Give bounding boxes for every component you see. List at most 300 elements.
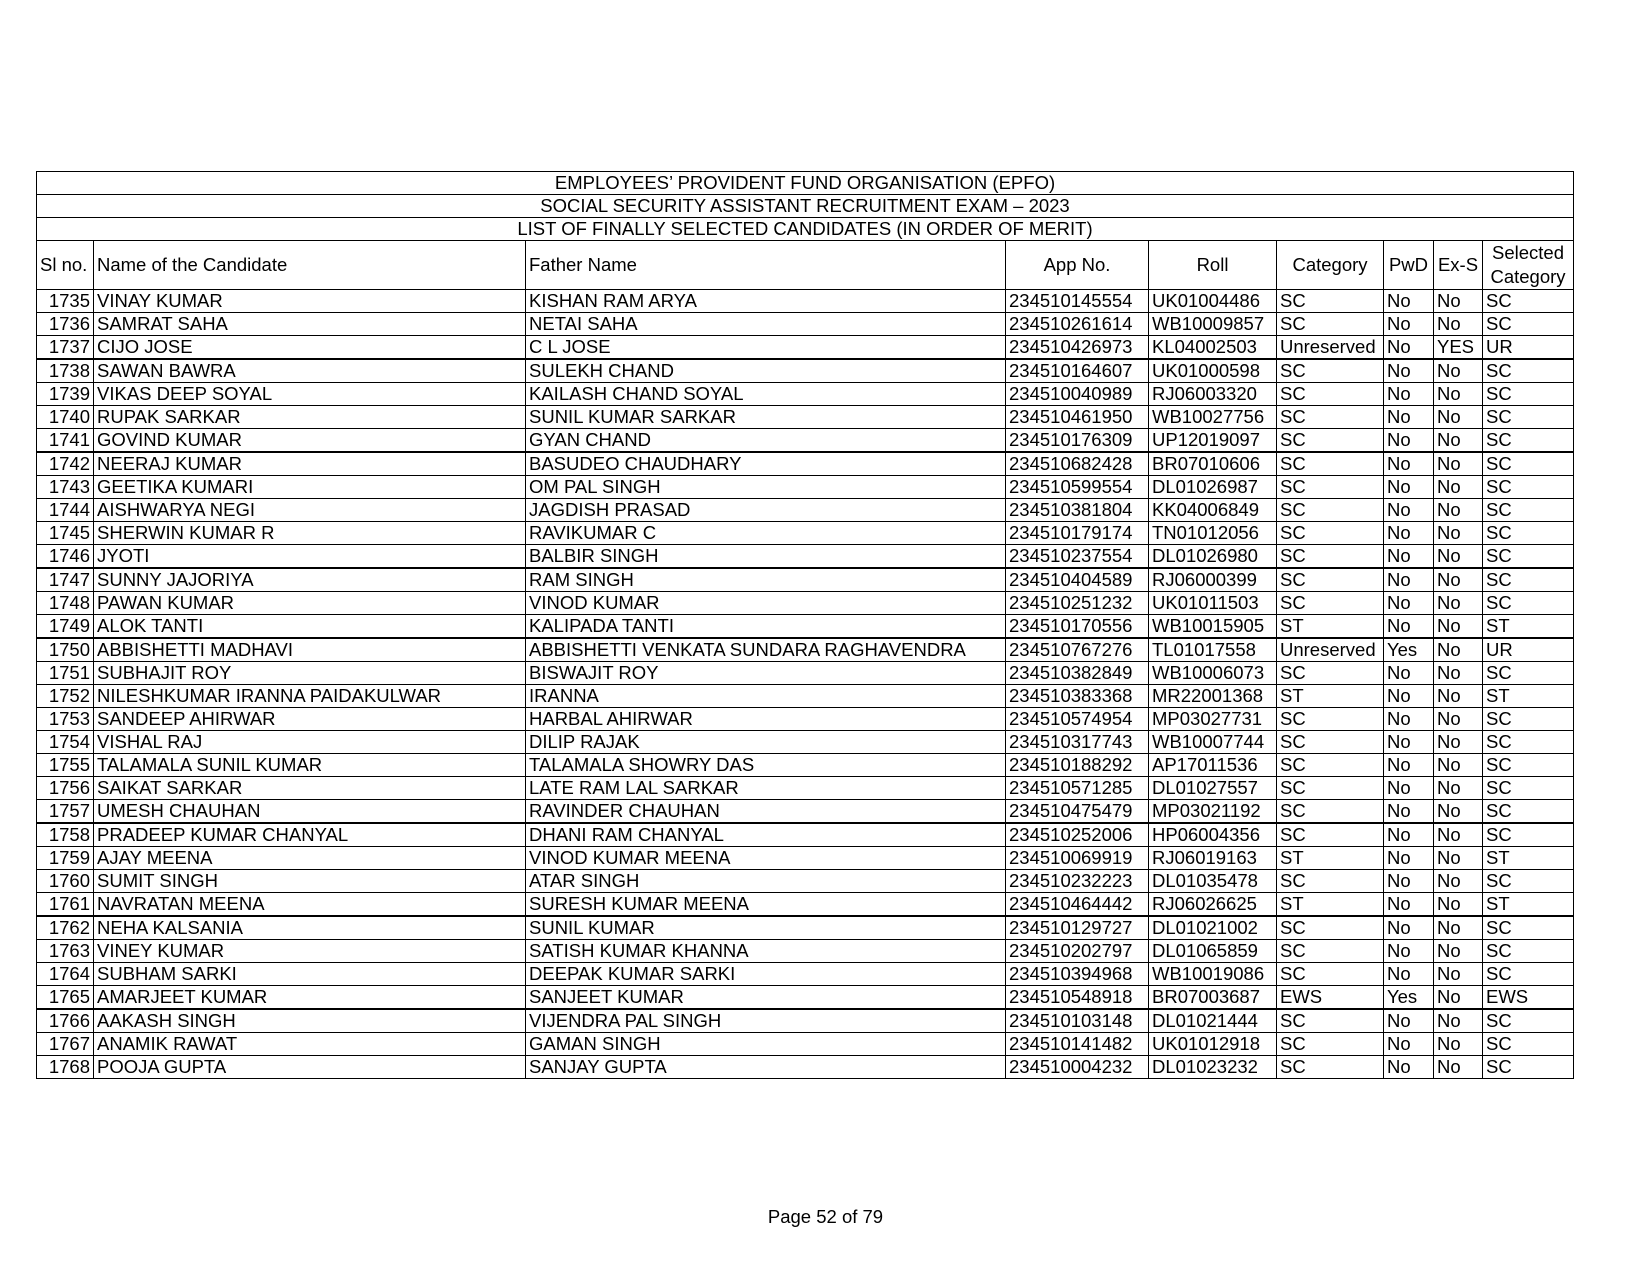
cell-selected-category: ST xyxy=(1483,893,1574,917)
cell-selected-category: ST xyxy=(1483,615,1574,639)
cell-pwd: No xyxy=(1384,522,1434,545)
cell-roll: WB10019086 xyxy=(1149,963,1277,986)
cell-candidate-name: PRADEEP KUMAR CHANYAL xyxy=(94,823,526,847)
cell-roll: DL01021444 xyxy=(1149,1009,1277,1033)
cell-category: SC xyxy=(1277,359,1384,383)
cell-father-name: KALIPADA TANTI xyxy=(526,615,1006,639)
cell-father-name: KAILASH CHAND SOYAL xyxy=(526,383,1006,406)
cell-selected-category: SC xyxy=(1483,1056,1574,1079)
cell-father-name: RAVINDER CHAUHAN xyxy=(526,800,1006,824)
cell-candidate-name: CIJO JOSE xyxy=(94,336,526,360)
cell-app-no: 234510394968 xyxy=(1006,963,1149,986)
cell-sl-no: 1741 xyxy=(37,429,94,453)
cell-father-name: KISHAN RAM ARYA xyxy=(526,290,1006,313)
cell-category: ST xyxy=(1277,847,1384,870)
cell-category: SC xyxy=(1277,662,1384,685)
cell-selected-category: SC xyxy=(1483,406,1574,429)
cell-roll: RJ06019163 xyxy=(1149,847,1277,870)
cell-pwd: No xyxy=(1384,615,1434,639)
cell-app-no: 234510317743 xyxy=(1006,731,1149,754)
column-header-app-no: App No. xyxy=(1006,241,1149,290)
cell-ex-s: No xyxy=(1434,313,1483,336)
cell-father-name: ATAR SINGH xyxy=(526,870,1006,893)
cell-sl-no: 1763 xyxy=(37,940,94,963)
column-header-category: Category xyxy=(1277,241,1384,290)
cell-roll: DL01026980 xyxy=(1149,545,1277,569)
title-exam: SOCIAL SECURITY ASSISTANT RECRUITMENT EXAM – 2023 xyxy=(37,195,1574,218)
cell-candidate-name: PAWAN KUMAR xyxy=(94,592,526,615)
cell-father-name: RAVIKUMAR C xyxy=(526,522,1006,545)
cell-pwd: No xyxy=(1384,893,1434,917)
cell-sl-no: 1752 xyxy=(37,685,94,708)
cell-app-no: 234510381804 xyxy=(1006,499,1149,522)
cell-selected-category: SC xyxy=(1483,429,1574,453)
cell-sl-no: 1736 xyxy=(37,313,94,336)
cell-roll: HP06004356 xyxy=(1149,823,1277,847)
cell-sl-no: 1759 xyxy=(37,847,94,870)
cell-category: ST xyxy=(1277,685,1384,708)
cell-candidate-name: NAVRATAN MEENA xyxy=(94,893,526,917)
cell-candidate-name: SUBHAJIT ROY xyxy=(94,662,526,685)
cell-roll: UK01011503 xyxy=(1149,592,1277,615)
cell-pwd: No xyxy=(1384,685,1434,708)
cell-ex-s: No xyxy=(1434,545,1483,569)
cell-candidate-name: POOJA GUPTA xyxy=(94,1056,526,1079)
cell-pwd: No xyxy=(1384,754,1434,777)
cell-father-name: C L JOSE xyxy=(526,336,1006,360)
cell-father-name: VINOD KUMAR xyxy=(526,592,1006,615)
cell-roll: DL01035478 xyxy=(1149,870,1277,893)
cell-candidate-name: NEERAJ KUMAR xyxy=(94,452,526,476)
cell-sl-no: 1762 xyxy=(37,916,94,940)
cell-app-no: 234510179174 xyxy=(1006,522,1149,545)
cell-app-no: 234510129727 xyxy=(1006,916,1149,940)
cell-roll: DL01027557 xyxy=(1149,777,1277,800)
cell-father-name: SATISH KUMAR KHANNA xyxy=(526,940,1006,963)
cell-father-name: VIJENDRA PAL SINGH xyxy=(526,1009,1006,1033)
table-row xyxy=(37,754,1574,777)
table-row xyxy=(37,615,1574,639)
cell-pwd: No xyxy=(1384,777,1434,800)
cell-app-no: 234510170556 xyxy=(1006,615,1149,639)
cell-roll: UK01004486 xyxy=(1149,290,1277,313)
cell-candidate-name: NEHA KALSANIA xyxy=(94,916,526,940)
cell-category: SC xyxy=(1277,1033,1384,1056)
cell-ex-s: No xyxy=(1434,870,1483,893)
table-row xyxy=(37,1056,1574,1079)
cell-father-name: IRANNA xyxy=(526,685,1006,708)
cell-ex-s: No xyxy=(1434,476,1483,499)
cell-father-name: GAMAN SINGH xyxy=(526,1033,1006,1056)
cell-pwd: No xyxy=(1384,290,1434,313)
cell-roll: UP12019097 xyxy=(1149,429,1277,453)
table-row xyxy=(37,731,1574,754)
cell-category: SC xyxy=(1277,1056,1384,1079)
cell-pwd: No xyxy=(1384,847,1434,870)
table-row xyxy=(37,313,1574,336)
cell-father-name: SUNIL KUMAR SARKAR xyxy=(526,406,1006,429)
cell-sl-no: 1765 xyxy=(37,986,94,1010)
cell-pwd: Yes xyxy=(1384,986,1434,1010)
cell-roll: AP17011536 xyxy=(1149,754,1277,777)
cell-app-no: 234510176309 xyxy=(1006,429,1149,453)
cell-candidate-name: ABBISHETTI MADHAVI xyxy=(94,638,526,662)
cell-selected-category: ST xyxy=(1483,847,1574,870)
cell-app-no: 234510574954 xyxy=(1006,708,1149,731)
cell-ex-s: No xyxy=(1434,522,1483,545)
cell-sl-no: 1764 xyxy=(37,963,94,986)
cell-pwd: No xyxy=(1384,1009,1434,1033)
cell-ex-s: No xyxy=(1434,592,1483,615)
cell-ex-s: No xyxy=(1434,1033,1483,1056)
cell-roll: MP03027731 xyxy=(1149,708,1277,731)
cell-selected-category: SC xyxy=(1483,777,1574,800)
cell-selected-category: UR xyxy=(1483,638,1574,662)
cell-app-no: 234510069919 xyxy=(1006,847,1149,870)
table-row xyxy=(37,685,1574,708)
cell-selected-category: SC xyxy=(1483,662,1574,685)
column-header-row xyxy=(37,241,1574,290)
cell-app-no: 234510188292 xyxy=(1006,754,1149,777)
cell-selected-category: SC xyxy=(1483,592,1574,615)
cell-category: SC xyxy=(1277,429,1384,453)
table-row xyxy=(37,290,1574,313)
title-list: LIST OF FINALLY SELECTED CANDIDATES (IN ORDER OF MERIT) xyxy=(37,218,1574,241)
table-row xyxy=(37,800,1574,824)
cell-pwd: No xyxy=(1384,545,1434,569)
cell-app-no: 234510004232 xyxy=(1006,1056,1149,1079)
cell-category: EWS xyxy=(1277,986,1384,1010)
cell-sl-no: 1737 xyxy=(37,336,94,360)
cell-selected-category: SC xyxy=(1483,545,1574,569)
cell-app-no: 234510767276 xyxy=(1006,638,1149,662)
cell-selected-category: SC xyxy=(1483,313,1574,336)
cell-sl-no: 1747 xyxy=(37,568,94,592)
cell-roll: DL01065859 xyxy=(1149,940,1277,963)
table-row xyxy=(37,963,1574,986)
cell-ex-s: No xyxy=(1434,800,1483,824)
cell-ex-s: No xyxy=(1434,847,1483,870)
cell-sl-no: 1767 xyxy=(37,1033,94,1056)
cell-selected-category: SC xyxy=(1483,359,1574,383)
cell-pwd: No xyxy=(1384,336,1434,360)
cell-selected-category: SC xyxy=(1483,870,1574,893)
cell-father-name: SUNIL KUMAR xyxy=(526,916,1006,940)
cell-father-name: ABBISHETTI VENKATA SUNDARA RAGHAVENDRA xyxy=(526,638,1006,662)
cell-father-name: TALAMALA SHOWRY DAS xyxy=(526,754,1006,777)
cell-pwd: No xyxy=(1384,383,1434,406)
cell-roll: RJ06000399 xyxy=(1149,568,1277,592)
cell-ex-s: No xyxy=(1434,754,1483,777)
cell-app-no: 234510145554 xyxy=(1006,290,1149,313)
cell-pwd: No xyxy=(1384,823,1434,847)
table-row xyxy=(37,708,1574,731)
cell-ex-s: No xyxy=(1434,916,1483,940)
cell-roll: WB10015905 xyxy=(1149,615,1277,639)
cell-pwd: No xyxy=(1384,429,1434,453)
cell-candidate-name: SAMRAT SAHA xyxy=(94,313,526,336)
cell-category: SC xyxy=(1277,568,1384,592)
table-row xyxy=(37,1033,1574,1056)
cell-candidate-name: ANAMIK RAWAT xyxy=(94,1033,526,1056)
cell-father-name: OM PAL SINGH xyxy=(526,476,1006,499)
cell-father-name: DEEPAK KUMAR SARKI xyxy=(526,963,1006,986)
cell-father-name: RAM SINGH xyxy=(526,568,1006,592)
table-row xyxy=(37,1009,1574,1033)
cell-pwd: No xyxy=(1384,963,1434,986)
cell-ex-s: No xyxy=(1434,708,1483,731)
cell-sl-no: 1768 xyxy=(37,1056,94,1079)
cell-father-name: HARBAL AHIRWAR xyxy=(526,708,1006,731)
cell-selected-category: SC xyxy=(1483,963,1574,986)
document-page xyxy=(36,171,1573,1079)
cell-category: SC xyxy=(1277,916,1384,940)
cell-pwd: No xyxy=(1384,1033,1434,1056)
cell-pwd: No xyxy=(1384,731,1434,754)
cell-app-no: 234510682428 xyxy=(1006,452,1149,476)
cell-sl-no: 1757 xyxy=(37,800,94,824)
cell-sl-no: 1751 xyxy=(37,662,94,685)
cell-category: SC xyxy=(1277,823,1384,847)
cell-category: SC xyxy=(1277,545,1384,569)
title-row-organisation xyxy=(37,172,1574,195)
cell-father-name: SURESH KUMAR MEENA xyxy=(526,893,1006,917)
cell-father-name: LATE RAM LAL SARKAR xyxy=(526,777,1006,800)
cell-ex-s: No xyxy=(1434,383,1483,406)
cell-pwd: No xyxy=(1384,406,1434,429)
cell-category: SC xyxy=(1277,1009,1384,1033)
cell-selected-category: SC xyxy=(1483,522,1574,545)
cell-pwd: No xyxy=(1384,708,1434,731)
cell-father-name: VINOD KUMAR MEENA xyxy=(526,847,1006,870)
cell-sl-no: 1735 xyxy=(37,290,94,313)
cell-pwd: No xyxy=(1384,800,1434,824)
cell-ex-s: No xyxy=(1434,1056,1483,1079)
cell-ex-s: No xyxy=(1434,638,1483,662)
cell-roll: MP03021192 xyxy=(1149,800,1277,824)
table-row xyxy=(37,940,1574,963)
cell-app-no: 234510461950 xyxy=(1006,406,1149,429)
table-row xyxy=(37,638,1574,662)
cell-roll: UK01012918 xyxy=(1149,1033,1277,1056)
column-header-ex-s: Ex-S xyxy=(1434,241,1483,290)
cell-app-no: 234510237554 xyxy=(1006,545,1149,569)
cell-ex-s: No xyxy=(1434,406,1483,429)
cell-sl-no: 1740 xyxy=(37,406,94,429)
cell-category: SC xyxy=(1277,522,1384,545)
cell-candidate-name: SUNNY JAJORIYA xyxy=(94,568,526,592)
table-row xyxy=(37,476,1574,499)
cell-category: SC xyxy=(1277,406,1384,429)
cell-app-no: 234510382849 xyxy=(1006,662,1149,685)
cell-candidate-name: SUMIT SINGH xyxy=(94,870,526,893)
cell-category: SC xyxy=(1277,452,1384,476)
cell-father-name: GYAN CHAND xyxy=(526,429,1006,453)
cell-category: SC xyxy=(1277,708,1384,731)
table-row xyxy=(37,499,1574,522)
table-row xyxy=(37,870,1574,893)
cell-app-no: 234510103148 xyxy=(1006,1009,1149,1033)
cell-sl-no: 1761 xyxy=(37,893,94,917)
cell-pwd: No xyxy=(1384,476,1434,499)
cell-selected-category: SC xyxy=(1483,476,1574,499)
cell-app-no: 234510464442 xyxy=(1006,893,1149,917)
cell-father-name: SANJEET KUMAR xyxy=(526,986,1006,1010)
table-row xyxy=(37,823,1574,847)
cell-pwd: No xyxy=(1384,662,1434,685)
cell-roll: MR22001368 xyxy=(1149,685,1277,708)
cell-candidate-name: SHERWIN KUMAR R xyxy=(94,522,526,545)
cell-selected-category: SC xyxy=(1483,708,1574,731)
cell-ex-s: No xyxy=(1434,731,1483,754)
cell-candidate-name: AJAY MEENA xyxy=(94,847,526,870)
table-row xyxy=(37,893,1574,917)
cell-sl-no: 1743 xyxy=(37,476,94,499)
cell-selected-category: SC xyxy=(1483,940,1574,963)
cell-app-no: 234510548918 xyxy=(1006,986,1149,1010)
cell-app-no: 234510252006 xyxy=(1006,823,1149,847)
cell-app-no: 234510164607 xyxy=(1006,359,1149,383)
cell-category: ST xyxy=(1277,615,1384,639)
cell-candidate-name: VINEY KUMAR xyxy=(94,940,526,963)
cell-candidate-name: VINAY KUMAR xyxy=(94,290,526,313)
cell-roll: DL01023232 xyxy=(1149,1056,1277,1079)
cell-pwd: No xyxy=(1384,499,1434,522)
cell-pwd: No xyxy=(1384,940,1434,963)
cell-category: SC xyxy=(1277,731,1384,754)
cell-candidate-name: RUPAK SARKAR xyxy=(94,406,526,429)
cell-sl-no: 1758 xyxy=(37,823,94,847)
cell-selected-category: EWS xyxy=(1483,986,1574,1010)
table-row xyxy=(37,568,1574,592)
cell-ex-s: No xyxy=(1434,893,1483,917)
cell-ex-s: No xyxy=(1434,823,1483,847)
title-row-list xyxy=(37,218,1574,241)
cell-sl-no: 1744 xyxy=(37,499,94,522)
table-row xyxy=(37,916,1574,940)
cell-app-no: 234510202797 xyxy=(1006,940,1149,963)
table-row xyxy=(37,383,1574,406)
table-row xyxy=(37,429,1574,453)
cell-ex-s: No xyxy=(1434,963,1483,986)
cell-ex-s: YES xyxy=(1434,336,1483,360)
table-row xyxy=(37,847,1574,870)
cell-roll: DL01021002 xyxy=(1149,916,1277,940)
cell-sl-no: 1766 xyxy=(37,1009,94,1033)
cell-category: SC xyxy=(1277,963,1384,986)
cell-candidate-name: NILESHKUMAR IRANNA PAIDAKULWAR xyxy=(94,685,526,708)
cell-app-no: 234510404589 xyxy=(1006,568,1149,592)
cell-app-no: 234510040989 xyxy=(1006,383,1149,406)
cell-father-name: DILIP RAJAK xyxy=(526,731,1006,754)
table-row xyxy=(37,406,1574,429)
cell-category: SC xyxy=(1277,592,1384,615)
cell-app-no: 234510251232 xyxy=(1006,592,1149,615)
cell-roll: RJ06003320 xyxy=(1149,383,1277,406)
cell-sl-no: 1746 xyxy=(37,545,94,569)
cell-candidate-name: GEETIKA KUMARI xyxy=(94,476,526,499)
cell-candidate-name: AAKASH SINGH xyxy=(94,1009,526,1033)
cell-selected-category: SC xyxy=(1483,568,1574,592)
table-row xyxy=(37,986,1574,1010)
cell-father-name: SULEKH CHAND xyxy=(526,359,1006,383)
cell-ex-s: No xyxy=(1434,568,1483,592)
cell-father-name: JAGDISH PRASAD xyxy=(526,499,1006,522)
cell-pwd: No xyxy=(1384,1056,1434,1079)
cell-selected-category: SC xyxy=(1483,383,1574,406)
cell-pwd: No xyxy=(1384,313,1434,336)
cell-selected-category: SC xyxy=(1483,754,1574,777)
cell-candidate-name: SAWAN BAWRA xyxy=(94,359,526,383)
cell-selected-category: SC xyxy=(1483,452,1574,476)
cell-category: SC xyxy=(1277,499,1384,522)
column-header-selected-category: Selected Category xyxy=(1483,241,1574,290)
cell-category: SC xyxy=(1277,313,1384,336)
cell-selected-category: SC xyxy=(1483,916,1574,940)
table-row xyxy=(37,359,1574,383)
cell-father-name: DHANI RAM CHANYAL xyxy=(526,823,1006,847)
column-header-sl-no: Sl no. xyxy=(37,241,94,290)
cell-candidate-name: SANDEEP AHIRWAR xyxy=(94,708,526,731)
cell-candidate-name: GOVIND KUMAR xyxy=(94,429,526,453)
cell-pwd: No xyxy=(1384,870,1434,893)
cell-sl-no: 1756 xyxy=(37,777,94,800)
table-row xyxy=(37,545,1574,569)
cell-ex-s: No xyxy=(1434,290,1483,313)
cell-app-no: 234510383368 xyxy=(1006,685,1149,708)
cell-app-no: 234510571285 xyxy=(1006,777,1149,800)
cell-category: SC xyxy=(1277,800,1384,824)
cell-pwd: No xyxy=(1384,592,1434,615)
column-header-roll: Roll xyxy=(1149,241,1277,290)
cell-pwd: No xyxy=(1384,916,1434,940)
cell-pwd: Yes xyxy=(1384,638,1434,662)
cell-selected-category: SC xyxy=(1483,1033,1574,1056)
cell-category: ST xyxy=(1277,893,1384,917)
cell-roll: DL01026987 xyxy=(1149,476,1277,499)
cell-selected-category: ST xyxy=(1483,685,1574,708)
table-row xyxy=(37,777,1574,800)
column-header-pwd: PwD xyxy=(1384,241,1434,290)
cell-candidate-name: VIKAS DEEP SOYAL xyxy=(94,383,526,406)
cell-sl-no: 1748 xyxy=(37,592,94,615)
cell-father-name: BISWAJIT ROY xyxy=(526,662,1006,685)
table-row xyxy=(37,522,1574,545)
cell-candidate-name: SAIKAT SARKAR xyxy=(94,777,526,800)
cell-category: SC xyxy=(1277,476,1384,499)
cell-roll: WB10006073 xyxy=(1149,662,1277,685)
cell-selected-category: SC xyxy=(1483,731,1574,754)
cell-roll: TN01012056 xyxy=(1149,522,1277,545)
cell-pwd: No xyxy=(1384,452,1434,476)
page-number: Page 52 of 79 xyxy=(767,1206,884,1227)
cell-category: SC xyxy=(1277,383,1384,406)
cell-ex-s: No xyxy=(1434,499,1483,522)
cell-app-no: 234510232223 xyxy=(1006,870,1149,893)
cell-category: SC xyxy=(1277,754,1384,777)
title-organisation: EMPLOYEES’ PROVIDENT FUND ORGANISATION (EPFO) xyxy=(37,172,1574,195)
cell-selected-category: SC xyxy=(1483,1009,1574,1033)
cell-app-no: 234510426973 xyxy=(1006,336,1149,360)
cell-app-no: 234510261614 xyxy=(1006,313,1149,336)
cell-sl-no: 1760 xyxy=(37,870,94,893)
table-row xyxy=(37,662,1574,685)
cell-roll: RJ06026625 xyxy=(1149,893,1277,917)
cell-ex-s: No xyxy=(1434,452,1483,476)
cell-ex-s: No xyxy=(1434,359,1483,383)
cell-roll: KK04006849 xyxy=(1149,499,1277,522)
cell-roll: TL01017558 xyxy=(1149,638,1277,662)
